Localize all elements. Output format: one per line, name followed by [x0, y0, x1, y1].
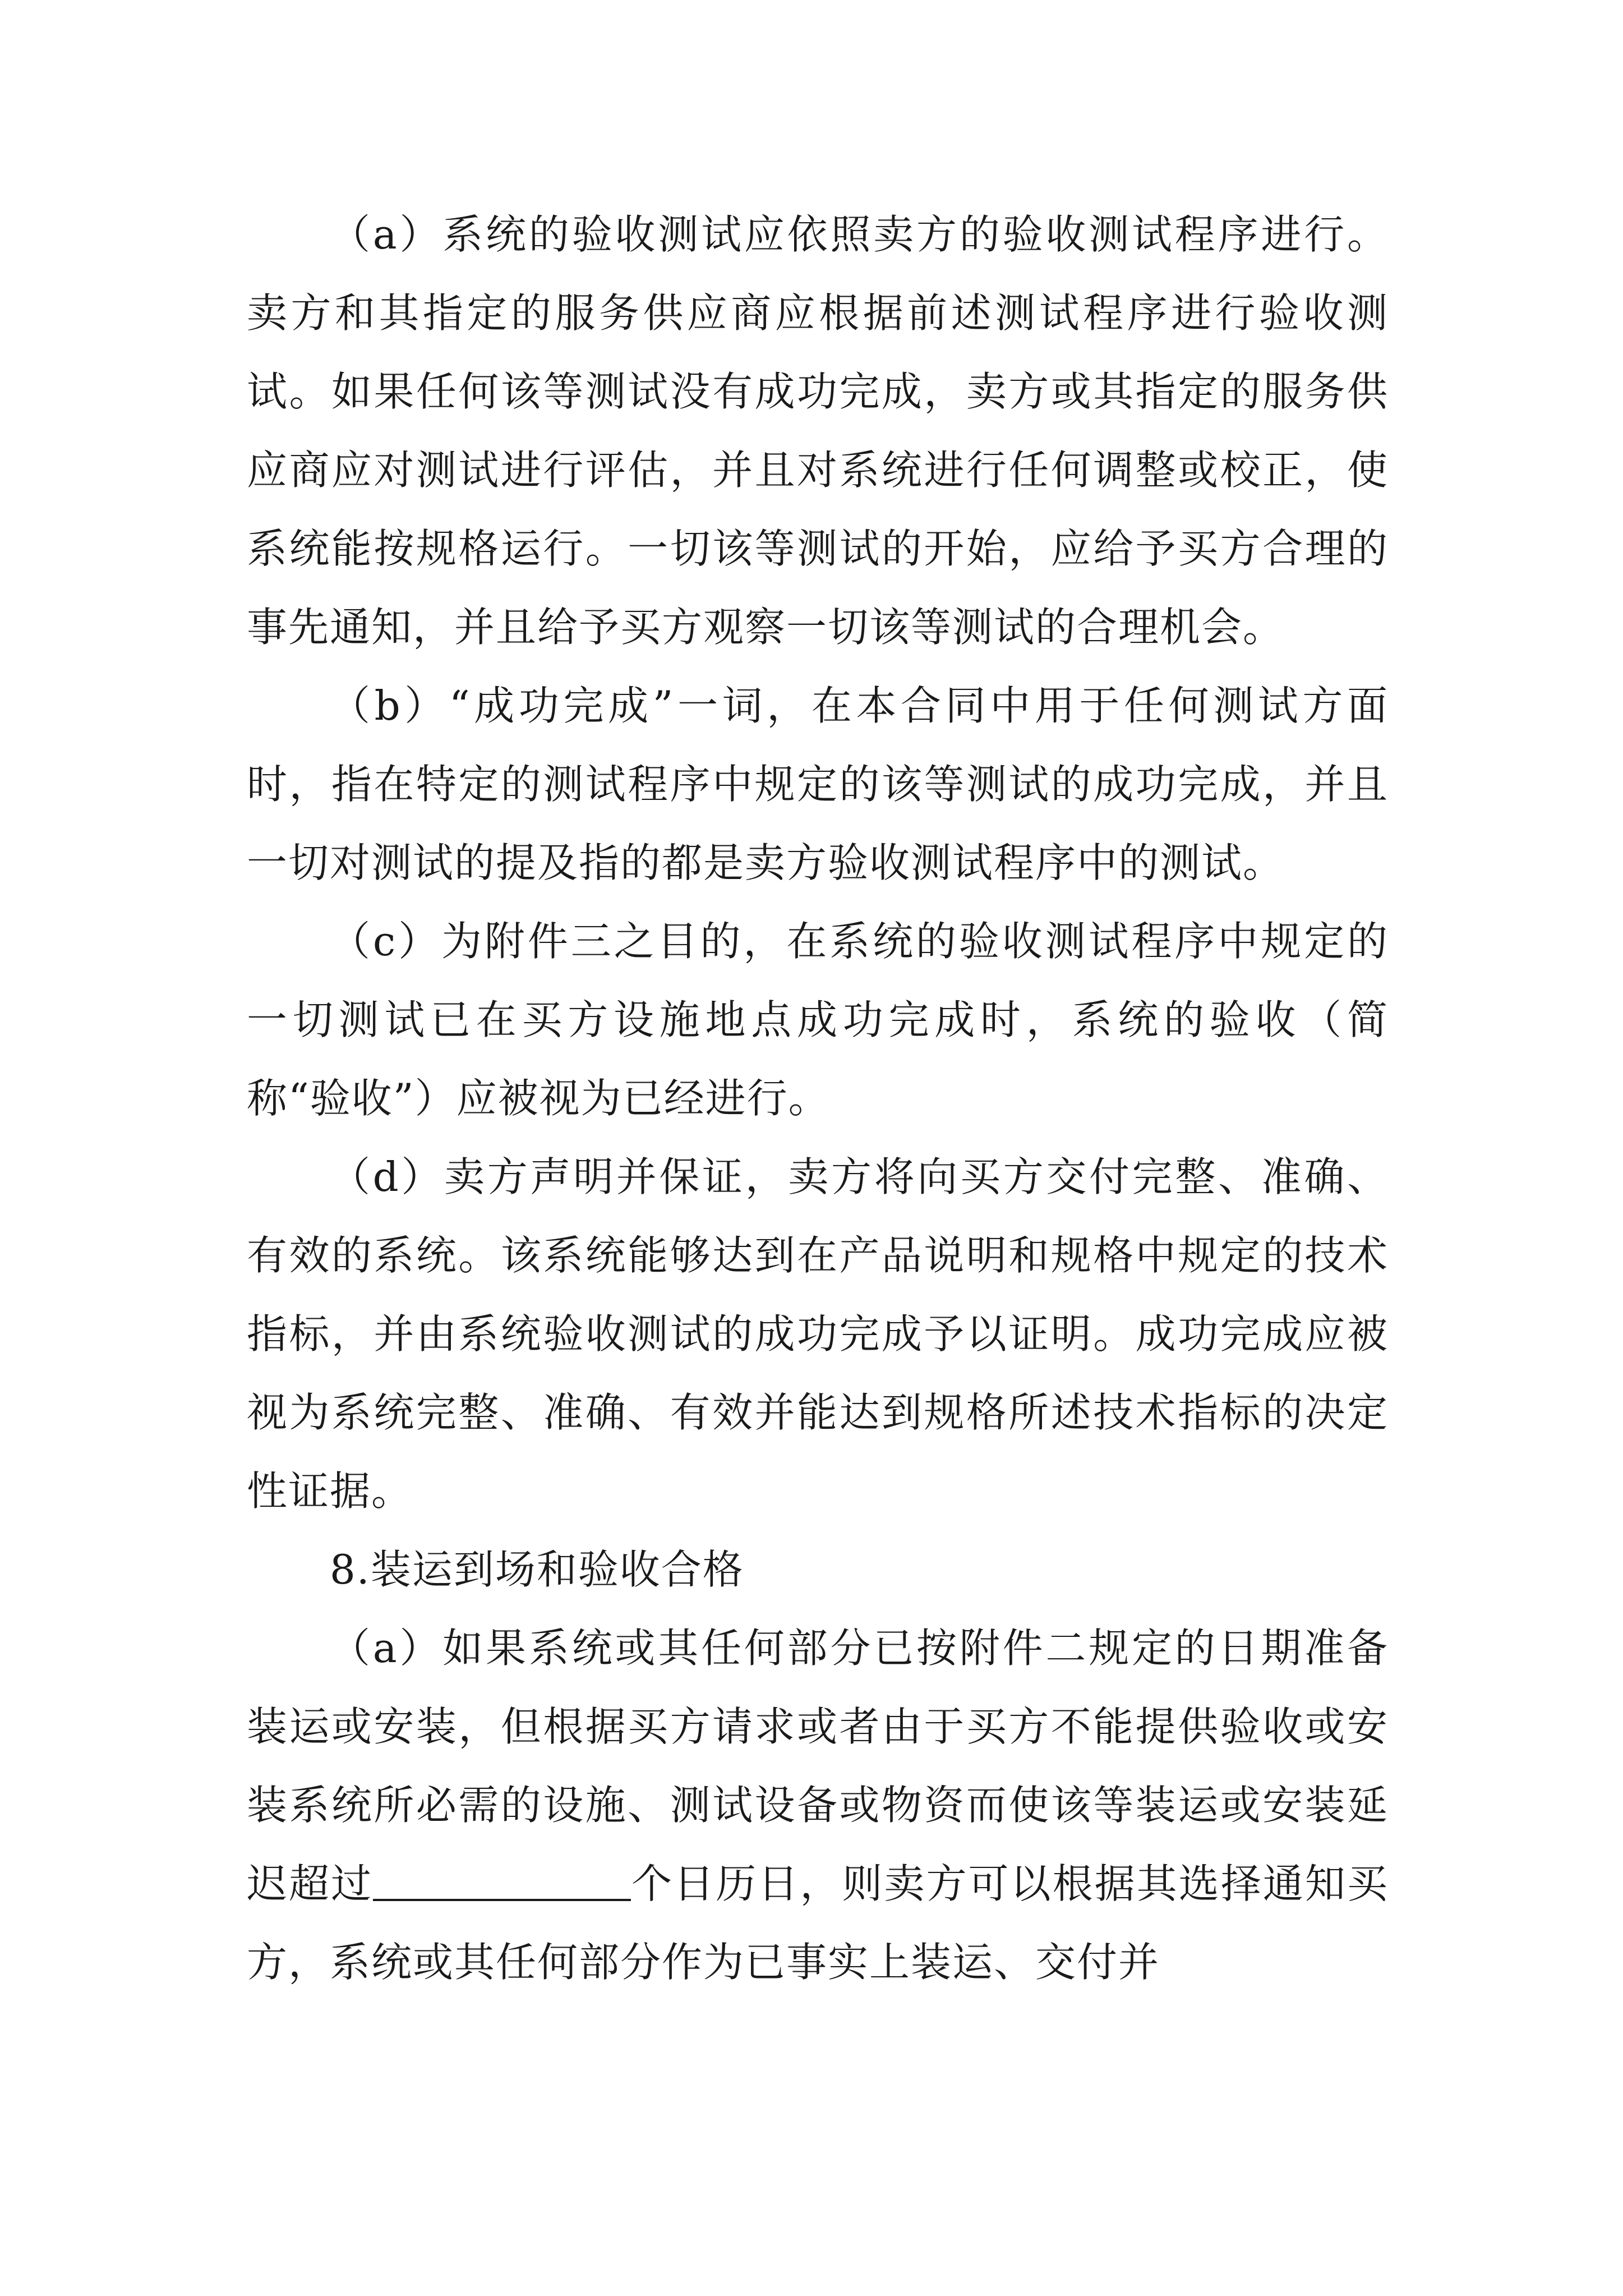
section-8-heading: 8.装运到场和验收合格: [330, 1546, 744, 1593]
paragraph-8a: [247, 1609, 1389, 2001]
paragraph-8a-text-end: 个日历日，则卖方可以根据其选择通知买方，系统或其任何部分作为已事实上装运、交付并: [247, 1860, 1389, 1986]
paragraph-7d: （d）卖方声明并保证，卖方将向买方交付完整、准确、有效的系统。该系统能够达到在产品说明和规格中规定的技术指标，并由系统验收测试的成功完成予以证明。成功完成应被视为系统完整、准确、有效并能达到规格所述技术指标的决定性证据。: [247, 1153, 1389, 1515]
paragraph-8a-text-start: （a）如果系统或其任何部分已按附件二规定的日期准备装运或安装，但根据买方请求或者由于买方不能提供验收或安装系统所必需的设施、测试设备或物资而使该等装运或安装延迟超过: [247, 1625, 1389, 1907]
paragraph-7c: （c）为附件三之目的，在系统的验收测试程序中规定的一切测试已在买方设施地点成功完成时，系统的验收（简称“验收”）应被视为已经进行。: [247, 918, 1389, 1122]
paragraph-7a: （a）系统的验收测试应依照卖方的验收测试程序进行。卖方和其指定的服务供应商应根据前述测试程序进行验收测试。如果任何该等测试没有成功完成，卖方或其指定的服务供应商应对测试进行评估，并且对系统进行任何调整或校正，使系统能按规格运行。一切该等测试的开始，应给予买方合理的事先通知，并且给予买方观察一切该等测试的合理机会。: [247, 211, 1389, 651]
fill-in-blank-days: [373, 1865, 631, 1901]
document-body: [247, 195, 1389, 2001]
paragraph-7b: （b）“成功完成”一词，在本合同中用于任何测试方面时，指在特定的测试程序中规定的该等测试的成功完成，并且一切对测试的提及指的都是卖方验收测试程序中的测试。: [247, 682, 1389, 886]
